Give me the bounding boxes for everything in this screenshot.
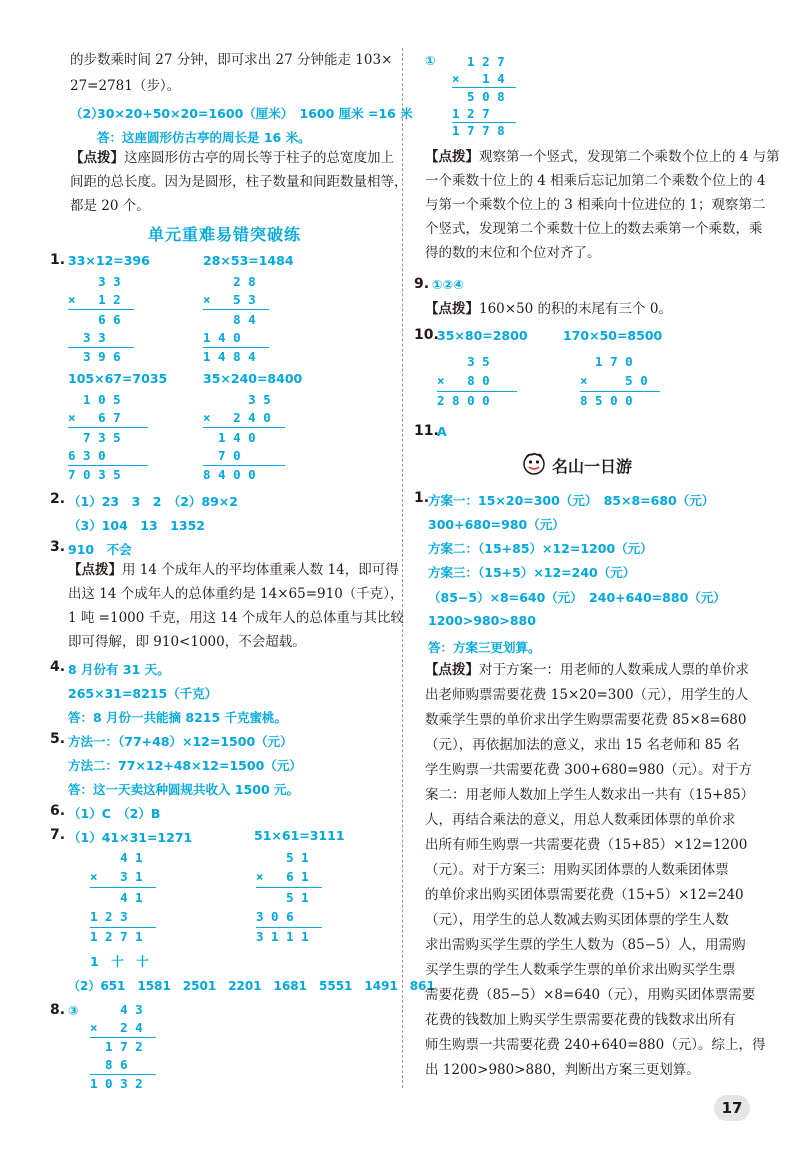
q2-calc: 30×20+50×20=1600（厘米） 1600 厘米 =16 米 bbox=[97, 106, 413, 121]
tip-r-line6: 案二：用老师人数加上学生人数求出一共有（15+85） bbox=[425, 787, 755, 803]
calc-row: 3 0 6 bbox=[256, 909, 294, 924]
q2-answer: 答：这座圆形仿古亭的周长是 16 米。 bbox=[97, 130, 311, 145]
q10-number: 10. bbox=[414, 327, 439, 343]
calc-line bbox=[90, 1074, 156, 1075]
calc-row: × 6 7 bbox=[68, 410, 121, 425]
tip3-line1: 用 14 个成年人的平均体重乘人数 14，即可得 bbox=[122, 562, 399, 578]
calc-row: 5 1 bbox=[256, 890, 309, 905]
intro-line-1: 的步数乘时间 27 分钟，即可求出 27 分钟能走 103× bbox=[70, 52, 393, 68]
tip-r-line3: 数乘学生票的单价求出学生购票需要花费 85×8=680 bbox=[425, 712, 747, 728]
q8-answer: ③ bbox=[68, 1003, 79, 1018]
calc-row: 7 0 bbox=[203, 448, 241, 463]
tip-r-line10: 的单价求出购买团体票需要花费（15+5）×12=240 bbox=[425, 887, 744, 903]
calc-row: 7 0 3 5 bbox=[68, 467, 121, 482]
q1-eq4: 35×240=8400 bbox=[203, 371, 303, 386]
calc-row: 1 2 3 bbox=[90, 909, 128, 924]
cartoon-mascot-icon bbox=[522, 452, 546, 476]
tip3-line4: 即可得解，即 910<1000，不会超载。 bbox=[68, 634, 306, 650]
calc-line bbox=[452, 87, 516, 88]
calc-row: × 5 0 bbox=[580, 373, 648, 388]
q5-line1: 方法一：（77+48）×12=1500（元） bbox=[68, 734, 293, 749]
calc-row: 1 4 0 bbox=[203, 330, 241, 345]
section-title-trip: 名山一日游 bbox=[552, 457, 633, 476]
q8-number: 8. bbox=[50, 1002, 66, 1018]
tip-r-line5: 学生购票一共需要花费 300+680=980（元）。对于方 bbox=[425, 762, 752, 778]
calc-row: 1 2 7 bbox=[452, 106, 490, 121]
calc-row: 8 6 bbox=[90, 1057, 128, 1072]
q11-answer: A bbox=[437, 424, 447, 439]
calc-line bbox=[580, 391, 660, 392]
r1-line4: 方案三：（15+5）×12=240（元） bbox=[428, 565, 636, 580]
q9-answer: ①②④ bbox=[432, 277, 464, 292]
calc-row: × 6 1 bbox=[256, 869, 309, 884]
calc-row: 3 1 1 1 bbox=[256, 929, 309, 944]
q4-line3: 答：8 月份一共能摘 8215 千克蜜桃。 bbox=[68, 710, 288, 725]
q5-line2: 方法二：77×12+48×12=1500（元） bbox=[68, 758, 302, 773]
calc-line bbox=[203, 427, 285, 428]
tip9-text: 160×50 的积的末尾有三个 0。 bbox=[479, 301, 672, 317]
tip-r-line17: 出 1200>980>880，判断出方案三更划算。 bbox=[425, 1062, 700, 1078]
tip-r-line11: （元），用学生的总人数减去购买团体票的学生人数 bbox=[425, 912, 729, 928]
tip-r-line9: （元）。对于方案三：用购买团体票的人数乘团体票 bbox=[425, 862, 729, 878]
calc-line bbox=[68, 465, 148, 466]
tip3-line3: 1 吨 =1000 千克，用这 14 个成年人的总体重与其比较 bbox=[68, 610, 404, 626]
calc-row: 3 3 bbox=[68, 330, 106, 345]
calc-row: × 1 2 bbox=[68, 292, 121, 307]
q1-eq3: 105×67=7035 bbox=[68, 371, 168, 386]
calc-line bbox=[256, 887, 322, 888]
calc-row: 4 1 bbox=[90, 850, 143, 865]
tip-r-line7: 人，再结合乘法的意义，用总人数乘团体票的单价求 bbox=[425, 812, 736, 828]
calc-line bbox=[68, 427, 148, 428]
calc-row: 1 2 7 1 bbox=[90, 929, 143, 944]
q3-number: 3. bbox=[50, 539, 66, 555]
circled-one-marker: ① bbox=[425, 53, 436, 68]
tip-a bbox=[425, 151, 780, 165]
q7-number: 7. bbox=[50, 827, 66, 843]
calc-row: 1 4 0 bbox=[203, 430, 256, 445]
calc-line bbox=[203, 309, 269, 310]
calc-row: × 3 1 bbox=[90, 869, 143, 884]
tip-tag: 【点拨】 bbox=[68, 562, 122, 578]
r1-line7: 答：方案三更划算。 bbox=[428, 640, 541, 655]
page-number: 17 bbox=[714, 1095, 750, 1121]
column-divider bbox=[402, 48, 403, 1088]
q2-number: 2. bbox=[50, 491, 66, 507]
q4-number: 4. bbox=[50, 659, 66, 675]
calc-row: 8 4 bbox=[203, 312, 256, 327]
q2-answers-b: （3）104 13 1352 bbox=[68, 518, 205, 533]
tip-a-line4: 个竖式，发现第二个乘数十位上的数去乘第一个乘数，乘 bbox=[425, 221, 763, 237]
calc-row: 6 3 0 bbox=[68, 448, 106, 463]
calc-line bbox=[437, 391, 517, 392]
tip1-line3: 都是 20 个。 bbox=[70, 198, 150, 214]
calc-row: 2 8 0 0 bbox=[437, 393, 490, 408]
tip-r-line16: 师生购票一共需要花费 240+640=880（元）。综上，得 bbox=[425, 1037, 766, 1053]
calc-row: × 8 0 bbox=[437, 373, 490, 388]
section-title-unit: 单元重难易错突破练 bbox=[148, 225, 302, 244]
q5-number: 5. bbox=[50, 731, 66, 747]
calc-row: 5 1 bbox=[256, 850, 309, 865]
calc-row: 4 1 bbox=[90, 890, 143, 905]
calc-row: 1 7 7 8 bbox=[452, 123, 505, 138]
tip-3 bbox=[68, 564, 399, 578]
tip-tag: 【点拨】 bbox=[425, 301, 479, 317]
tip-r-line2: 出老师购票需要花费 15×20=300（元），用学生的人 bbox=[425, 687, 749, 703]
q10-eq2: 170×50=8500 bbox=[563, 328, 663, 343]
calc-row: × 2 4 bbox=[90, 1020, 143, 1035]
calc-row: 8 5 0 0 bbox=[580, 393, 633, 408]
q1-number: 1. bbox=[50, 252, 66, 268]
r1-line3: 方案二：（15+85）×12=1200（元） bbox=[428, 541, 653, 556]
calc-line bbox=[68, 309, 134, 310]
calc-row: 1 7 0 bbox=[580, 354, 633, 369]
calc-line bbox=[90, 887, 156, 888]
r1-line6: 1200>980>880 bbox=[428, 613, 536, 628]
calc-row: 3 3 bbox=[68, 274, 121, 289]
calc-row: 1 7 2 bbox=[90, 1039, 143, 1054]
q4-line1: 8 月份有 31 天。 bbox=[68, 662, 170, 677]
q6-answer: （1）C （2）B bbox=[68, 806, 161, 821]
q1-eq1: 33×12=396 bbox=[68, 253, 150, 268]
calc-line bbox=[203, 347, 269, 348]
q4-line2: 265×31=8215（千克） bbox=[68, 686, 218, 701]
q1-eq2: 28×53=1484 bbox=[203, 253, 294, 268]
tip-1 bbox=[70, 152, 394, 166]
tip-tag: 【点拨】 bbox=[70, 150, 124, 166]
tip-a-line2: 一个乘数十位上的 4 相乘后忘记加第二个乘数个位上的 4 bbox=[425, 173, 766, 189]
tip-r bbox=[425, 664, 749, 678]
calc-row: 1 0 5 bbox=[68, 392, 121, 407]
r1-number: 1. bbox=[414, 490, 430, 506]
tip-r-line14: 需要花费（85−5）×8=640（元），用购买团体票需要 bbox=[425, 987, 756, 1003]
q2-answers-a: （1）23 3 2 （2）89×2 bbox=[68, 494, 239, 509]
calc-row: 8 4 0 0 bbox=[203, 467, 256, 482]
q7-marks: 1 十 十 bbox=[90, 954, 149, 969]
tip-a-line1: 观察第一个竖式，发现第二个乘数个位上的 4 与第 bbox=[479, 149, 780, 165]
tip-9 bbox=[425, 303, 672, 317]
calc-row: × 2 4 0 bbox=[203, 410, 271, 425]
calc-line bbox=[68, 347, 134, 348]
q6-number: 6. bbox=[50, 803, 66, 819]
q7-eq1: （1）41×31=1271 bbox=[68, 830, 193, 845]
q3-answer: 910 不会 bbox=[68, 542, 132, 557]
calc-row: 3 9 6 bbox=[68, 349, 121, 364]
calc-line bbox=[203, 465, 285, 466]
tip1-line1: 这座圆形仿古亭的周长等于柱子的总宽度加上 bbox=[124, 150, 394, 166]
q10-eq1: 35×80=2800 bbox=[437, 328, 528, 343]
tip-r-line8: 出所有师生购票一共需要花费（15+85）×12=1200 bbox=[425, 837, 748, 853]
r1-line5: （85−5）×8=640（元） 240+640=880（元） bbox=[428, 590, 726, 605]
q7-eq2: 51×61=3111 bbox=[254, 828, 345, 843]
tip3-line2: 出这 14 个成年人的总体重约是 14×65=910（千克）， bbox=[68, 586, 404, 602]
calc-line bbox=[90, 927, 156, 928]
calc-row: 4 3 bbox=[90, 1002, 143, 1017]
q5-line3: 答：这一天卖这种圆规共收入 1500 元。 bbox=[68, 782, 299, 797]
calc-row: 1 4 8 4 bbox=[203, 349, 256, 364]
calc-row: 3 5 bbox=[203, 392, 271, 407]
calc-row: 2 8 bbox=[203, 274, 256, 289]
calc-row: 6 6 bbox=[68, 312, 121, 327]
calc-row: 7 3 5 bbox=[68, 430, 121, 445]
r1-line1: 方案一：15×20=300（元） 85×8=680（元） bbox=[428, 493, 715, 508]
tip-tag: 【点拨】 bbox=[425, 149, 479, 165]
tip-a-line3: 与第一个乘数个位上的 3 相乘向十位进位的 1；观察第二 bbox=[425, 197, 766, 213]
q7-part2: （2）651 1581 2501 2201 1681 5551 1491 861 bbox=[68, 979, 435, 993]
calc-row: 5 0 8 bbox=[452, 89, 505, 104]
calc-row: × 1 4 bbox=[452, 71, 505, 86]
tip-r-line15: 花费的钱数加上购买学生票需要花费的钱数求出所有 bbox=[425, 1012, 736, 1028]
q11-number: 11. bbox=[414, 423, 439, 439]
tip-r-line4: （元），再依据加法的意义，求出 15 名老师和 85 名 bbox=[425, 737, 740, 753]
r1-line2: 300+680=980（元） bbox=[428, 517, 565, 532]
q9-number: 9. bbox=[414, 276, 430, 292]
tip-a-line5: 得的数的末位和个位对齐了。 bbox=[425, 245, 601, 261]
tip-r-line13: 买学生票的学生人数乘学生票的单价求出购买学生票 bbox=[425, 962, 736, 978]
tip-r-line12: 求出需购买学生票的学生人数为（85−5）人，用需购 bbox=[425, 937, 746, 953]
calc-row: 1 0 3 2 bbox=[90, 1076, 143, 1091]
q2-label: （2） bbox=[70, 106, 104, 121]
tip-r-line1: 对于方案一：用老师的人数乘成人票的单价求 bbox=[479, 662, 749, 678]
calc-line bbox=[90, 1037, 156, 1038]
calc-line bbox=[256, 927, 322, 928]
intro-line-2: 27=2781（步）。 bbox=[70, 78, 181, 94]
tip-tag: 【点拨】 bbox=[425, 662, 479, 678]
tip1-line2: 间距的总长度。因为是圆形，柱子数量和间距数量相等， bbox=[70, 174, 408, 190]
calc-row: 1 2 7 bbox=[452, 54, 505, 69]
calc-row: 3 5 bbox=[437, 354, 490, 369]
calc-row: × 5 3 bbox=[203, 292, 256, 307]
